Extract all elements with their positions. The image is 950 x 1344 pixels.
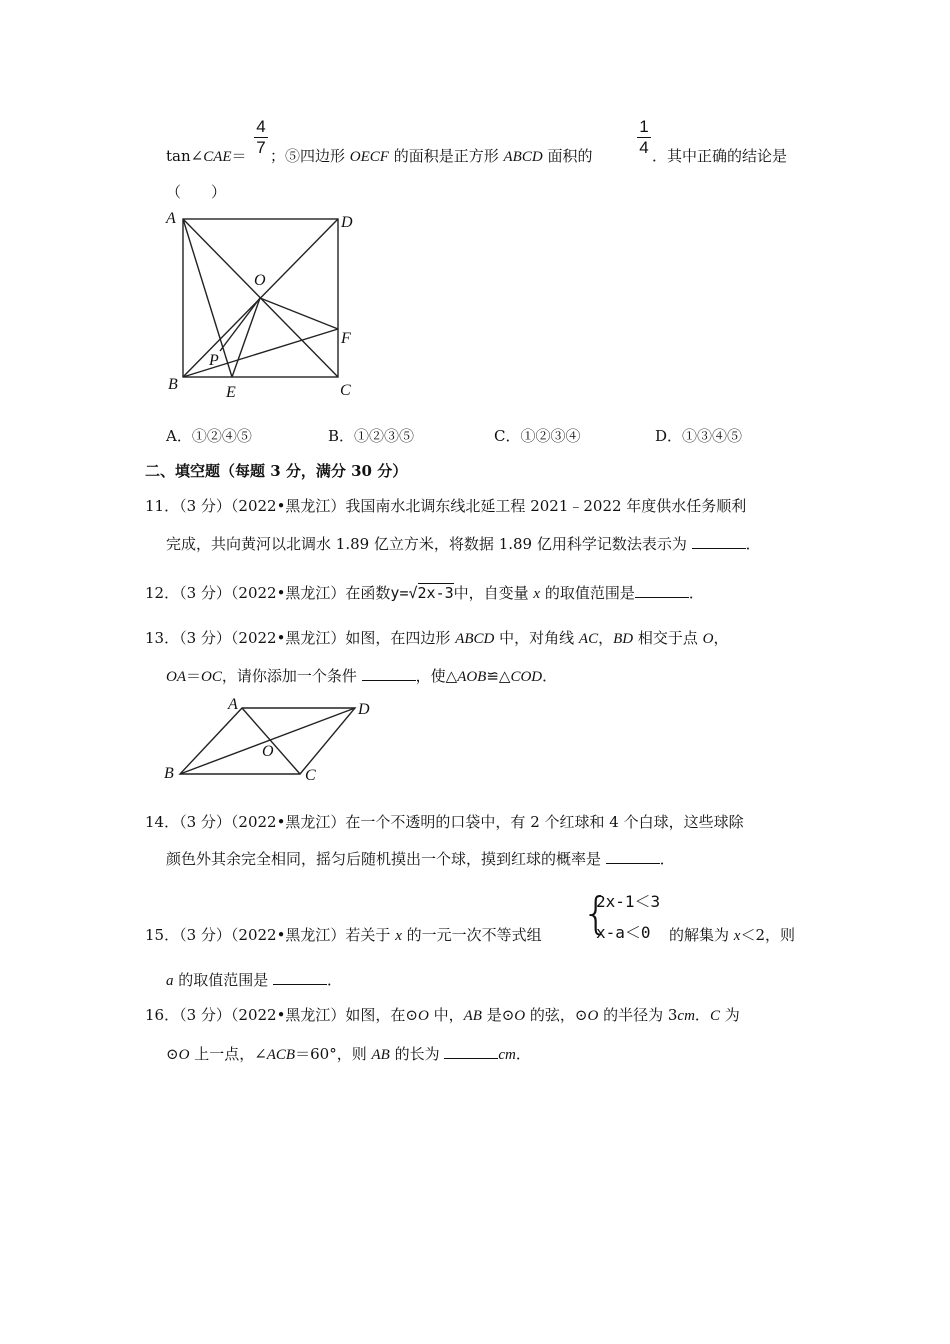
q15-inequality-1: 2x-1＜3	[596, 892, 661, 911]
q15-answer-blank[interactable]	[273, 970, 327, 985]
figure-parallelogram	[160, 692, 390, 792]
q11-line1: 11．（3 分）（2022•黑龙江）我国南水北调东线北延工程 2021﹣2022 年度供水任务顺利	[145, 497, 747, 515]
label-a: A	[228, 696, 238, 713]
label-p: P	[209, 352, 219, 369]
q12-answer-blank[interactable]	[635, 583, 689, 598]
q14-line1: 14．（3 分）（2022•黑龙江）在一个不透明的口袋中，有 2 个红球和 4 个白球，这些球除	[145, 813, 744, 831]
label-a: A	[166, 210, 176, 227]
q11-line2: 完成，共向黄河以北调水 1.89 亿立方米，将数据 1.89 亿用科学记数法表示为 ．	[166, 535, 761, 553]
q16-line1: 16．（3 分）（2022•黑龙江）如图，在⊙O 中，AB 是⊙O 的弦，⊙O 的半径为 3cm．C 为	[145, 1006, 740, 1024]
label-d: D	[358, 701, 370, 718]
q13-line2: OA＝OC，请你添加一个条件 ，使△AOB≌△COD．	[166, 667, 558, 685]
label-f: F	[341, 330, 351, 347]
q13-answer-blank[interactable]	[362, 666, 416, 681]
line-tan-cae: tan∠CAE＝	[166, 147, 247, 165]
q15-line1-left: 15．（3 分）（2022•黑龙江）若关于 x 的一元一次不等式组	[145, 926, 542, 944]
line-oecf-area: ；⑤四边形 OECF 的面积是正方形 ABCD 面积的	[270, 147, 593, 165]
label-b: B	[164, 765, 174, 782]
line-conclusion: ．其中正确的结论是	[652, 147, 788, 165]
label-c: C	[305, 767, 316, 784]
figure-square-abcd	[160, 205, 370, 405]
label-e: E	[226, 384, 236, 401]
label-d: D	[341, 214, 353, 231]
segment-op	[220, 298, 260, 351]
q15-line1-right: 的解集为 x＜2，则	[669, 926, 795, 944]
segment-of	[260, 298, 338, 329]
segment-oe	[232, 298, 260, 377]
q11-answer-blank[interactable]	[692, 534, 746, 549]
answer-paren: （ ）	[166, 183, 227, 201]
diagonal-ac	[242, 708, 300, 774]
q15-system-brace: {	[582, 888, 610, 939]
q12-line: 12．（3 分）（2022•黑龙江）在函数y=√2x-3中，自变量 x 的取值范围是 ．	[145, 584, 704, 602]
option-b[interactable]: B．①②③⑤	[328, 427, 415, 445]
diagonal-bd	[180, 708, 355, 774]
label-b: B	[168, 376, 178, 393]
q16-line2: ⊙O 上一点，∠ACB＝60°，则 AB 的长为 cm．	[166, 1045, 531, 1063]
fraction-4-7: 4 7	[254, 118, 268, 157]
q14-answer-blank[interactable]	[606, 849, 660, 864]
q15-line2: a 的取值范围是 ．	[166, 971, 343, 989]
option-d[interactable]: D．①③④⑤	[655, 427, 743, 445]
section-title: 二、填空题（每题 3 分，满分 30 分）	[145, 462, 408, 480]
segment-ae	[183, 219, 232, 377]
option-a[interactable]: A．①②④⑤	[166, 427, 252, 445]
label-c: C	[340, 382, 351, 399]
radical-sign: √	[408, 584, 418, 602]
q14-line2: 颜色外其余完全相同，摇匀后随机摸出一个球，摸到红球的概率是 ．	[166, 850, 675, 868]
label-o: O	[254, 272, 266, 289]
label-o: O	[262, 743, 274, 760]
q15-inequality-2: x-a＜0	[596, 923, 651, 942]
fraction-1-4: 1 4	[637, 118, 651, 157]
q16-answer-blank[interactable]	[444, 1044, 498, 1059]
option-c[interactable]: C．①②③④	[494, 427, 581, 445]
q13-line1: 13．（3 分）（2022•黑龙江）如图，在四边形 ABCD 中，对角线 AC，BD 相交于点 O，	[145, 629, 729, 647]
